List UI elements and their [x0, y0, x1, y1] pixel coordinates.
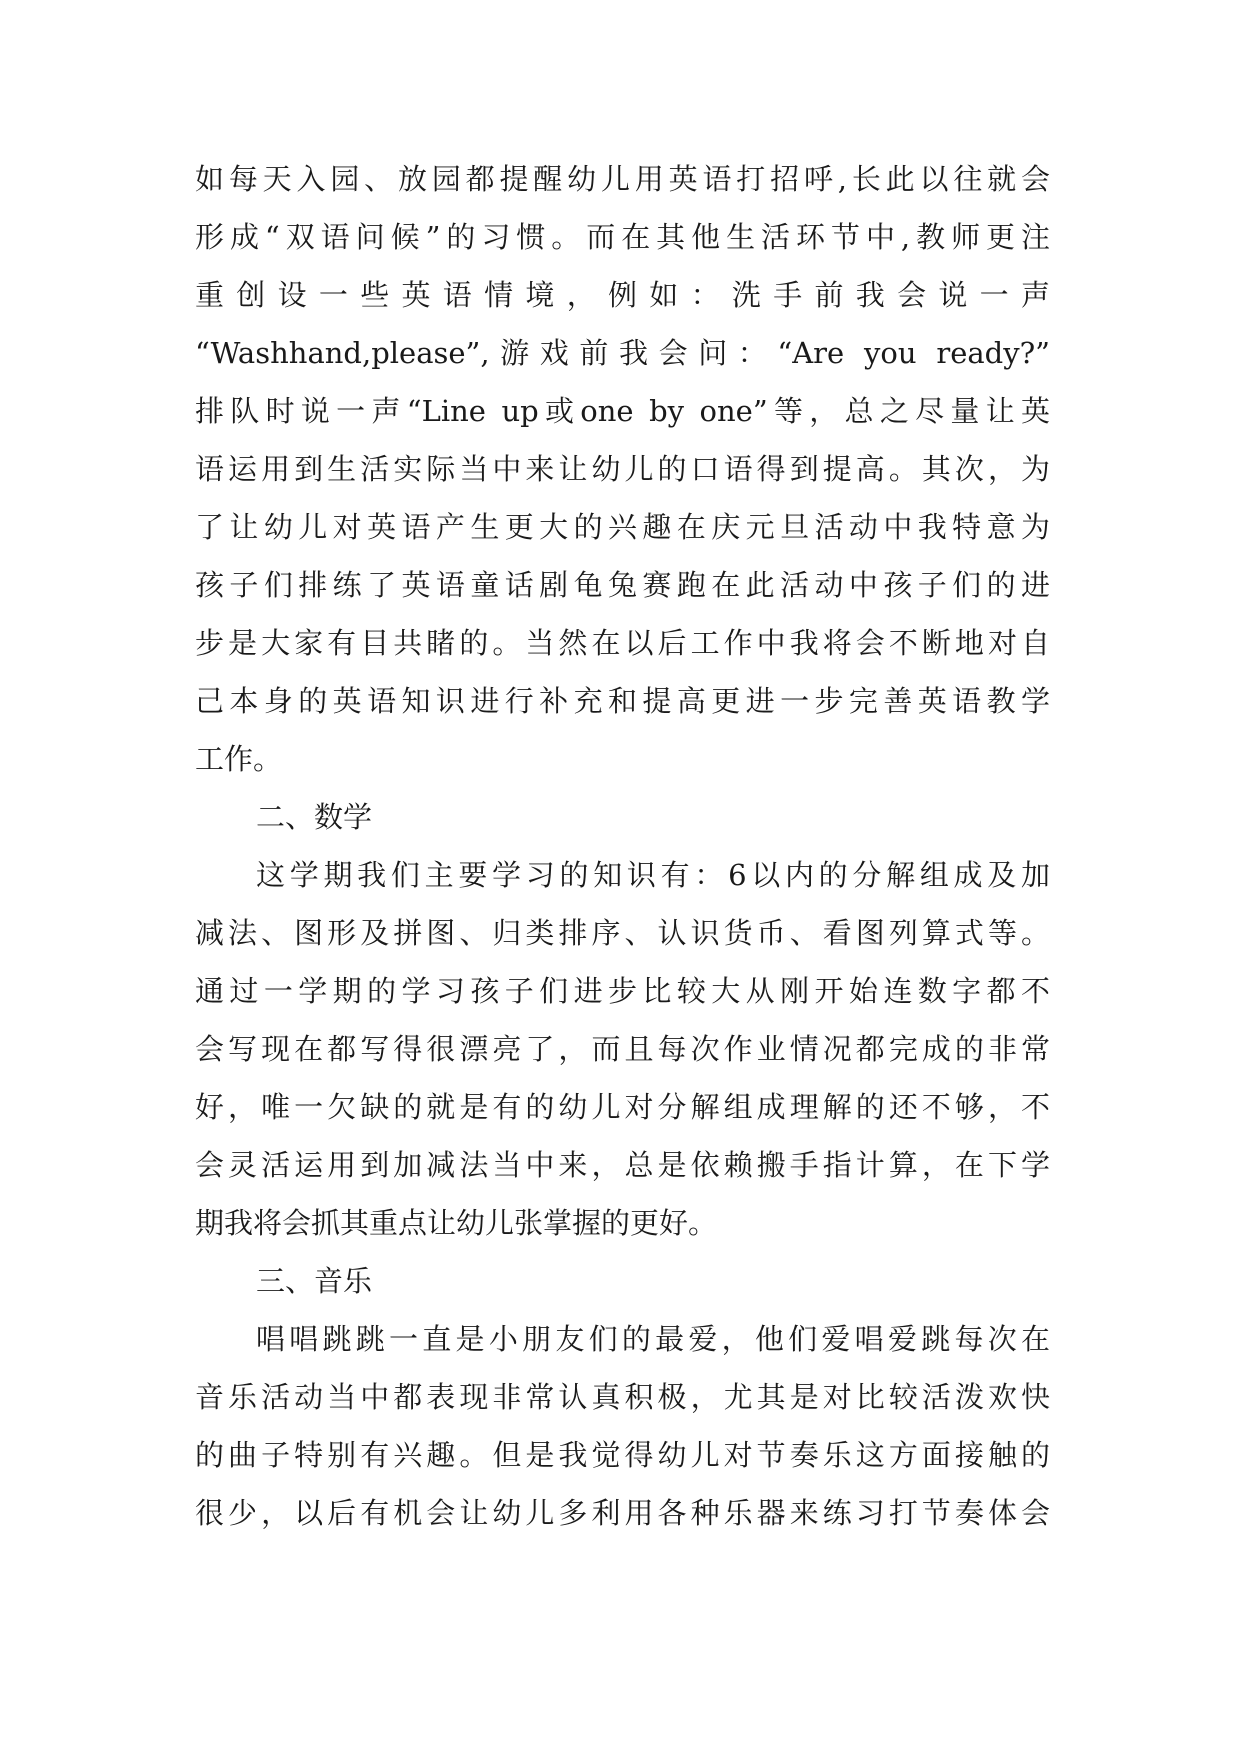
paragraph-line: 排队时说一声“Line up或one by one”等，总之尽量让英 — [195, 394, 1050, 428]
paragraph-line: 这学期我们主要学习的知识有：6以内的分解组成及加 — [256, 858, 1050, 892]
paragraph-line: 如每天入园、放园都提醒幼儿用英语打招呼,长此以往就会 — [195, 162, 1050, 196]
paragraph-line: 会写现在都写得很漂亮了，而且每次作业情况都完成的非常 — [195, 1032, 1050, 1066]
paragraph-line: 步是大家有目共睹的。当然在以后工作中我将会不断地对自 — [195, 626, 1050, 660]
paragraph-line: 很少，以后有机会让幼儿多利用各种乐器来练习打节奏体会 — [195, 1496, 1050, 1530]
paragraph-line: 重创设一些英语情境，例如：洗手前我会说一声 — [195, 278, 1050, 312]
paragraph-line: 了让幼儿对英语产生更大的兴趣在庆元旦活动中我特意为 — [195, 510, 1050, 544]
paragraph-line: 通过一学期的学习孩子们进步比较大从刚开始连数字都不 — [195, 974, 1050, 1008]
paragraph-line: 减法、图形及拼图、归类排序、认识货币、看图列算式等。 — [195, 916, 1050, 950]
section-heading-music: 三、音乐 — [256, 1264, 373, 1298]
paragraph-line: 期我将会抓其重点让幼儿张掌握的更好。 — [195, 1206, 718, 1240]
paragraph-line: 形成“双语问候”的习惯。而在其他生活环节中,教师更注 — [195, 220, 1050, 254]
section-heading-math: 二、数学 — [256, 800, 373, 834]
paragraph-line: 己本身的英语知识进行补充和提高更进一步完善英语教学 — [195, 684, 1050, 718]
paragraph-line: “Washhand,please”,游戏前我会问：“Are you ready?” — [195, 336, 1050, 370]
paragraph-line: 会灵活运用到加减法当中来，总是依赖搬手指计算，在下学 — [195, 1148, 1050, 1182]
paragraph-line: 的曲子特别有兴趣。但是我觉得幼儿对节奏乐这方面接触的 — [195, 1438, 1050, 1472]
paragraph-line: 音乐活动当中都表现非常认真积极，尤其是对比较活泼欢快 — [195, 1380, 1050, 1414]
paragraph-line: 唱唱跳跳一直是小朋友们的最爱，他们爱唱爱跳每次在 — [256, 1322, 1050, 1356]
paragraph-line: 工作。 — [195, 742, 283, 776]
paragraph-line: 好，唯一欠缺的就是有的幼儿对分解组成理解的还不够，不 — [195, 1090, 1050, 1124]
paragraph-line: 孩子们排练了英语童话剧龟兔赛跑在此活动中孩子们的进 — [195, 568, 1050, 602]
paragraph-line: 语运用到生活实际当中来让幼儿的口语得到提高。其次，为 — [195, 452, 1050, 486]
